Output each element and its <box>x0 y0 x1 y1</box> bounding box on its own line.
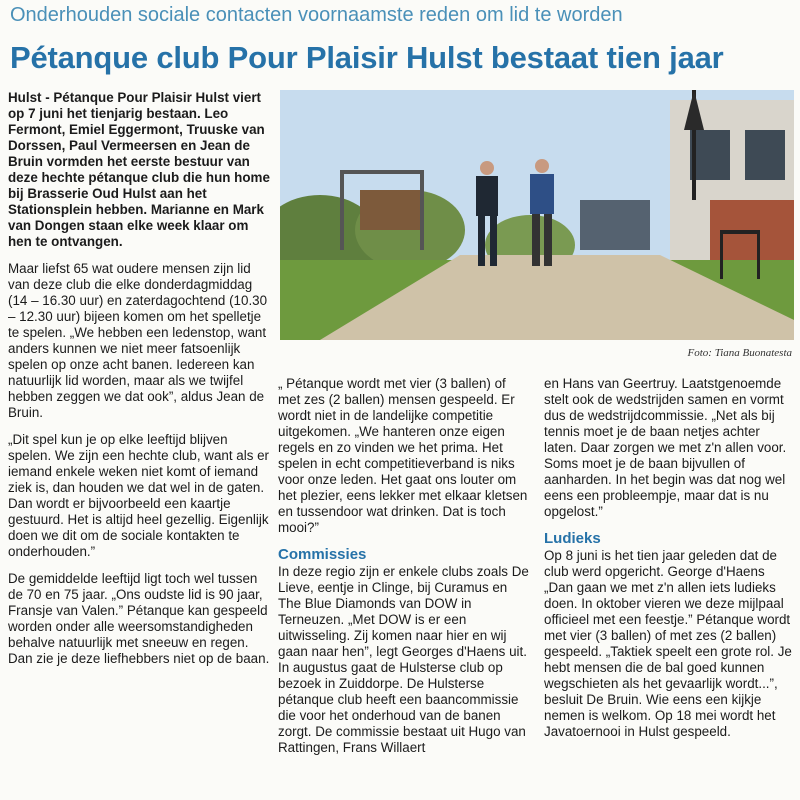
lead-paragraph: Hulst - Pétanque Pour Plaisir Hulst viert op 7 juni het tienjarig bestaan. Leo Fermont, Emiel Eggermont, Truuske van Dorssen, Paul Vermeersen en Jean de Bruin vormden het eerste bestuur van deze hechte pétanque club die hun home bij Brasserie Oud Hulst aan het Stationsplein hebben. Marianne en Mark van Dongen staan elke week klaar om hen te ontvangen. <box>8 90 270 249</box>
article-photo <box>280 90 794 340</box>
paragraph: „ Pétanque wordt met vier (3 ballen) of met zes (2 ballen) mensen gespeeld. Er wordt niet in de landelijke competitie uitgekomen. „We hanteren onze eigen regels en zo vinden we het prima. Het spelen in echt competitieverband is niks voor onze leden. Het gaat ons louter om het plezier, eens lekker met elkaar kletsen en tussendoor wat drinken. Dat is toch mooi?” <box>278 376 528 535</box>
paragraph: en Hans van Geertruy. Laatstgenoemde stelt ook de wedstrijden samen en vormt dus de wedstrijdcommissie. „Net als bij tennis moet je de baan netjes achter laten. Daar zorgen we met z'n allen voor. Soms moet je de baan bijvullen of aanharden. In het begin was dat nog wel eens een probleempje, maar dat is nu opgelost.” <box>544 376 787 519</box>
paragraph: „Dit spel kun je op elke leeftijd blijven spelen. We zijn een hechte club, want als er iemand enkele weken niet komt of iemand ziek is, dan houden we dat wel in de gaten. Dan wordt er bijvoorbeeld een kaartje gestuurd. Het is altijd heel gezellig. Eigenlijk doen we dit om de sociale kontakten te onderhouden.” <box>8 432 270 559</box>
kicker: Onderhouden sociale contacten voornaamste reden om lid te worden <box>10 4 623 26</box>
paragraph: Maar liefst 65 wat oudere mensen zijn lid van deze club die elke donderdagmiddag (14 – 16.30 uur) en zaterdagochtend (10.30 – 12.30 uur) bijeen komen om het spelletje te spelen. „We hebben een ledenstop, want anders kunnen we niet meer fatsoenlijk spelen op onze acht banen. Iedereen kan natuurlijk lid worden, maar als we twijfel hebben zeggen we dat ook”, aldus Jean de Bruin. <box>8 261 268 420</box>
article-column-3 <box>544 376 796 751</box>
photo-petanque-court-icon <box>280 90 794 340</box>
paragraph: Op 8 juni is het tien jaar geleden dat de club werd opgericht. George d'Haens „Dan gaan we met z'n allen iets ludieks doen. In oktober vieren we deze mijlpaal officieel met een feestje.” Pétanque wordt met vier (3 ballen) of met zes (2 ballen) gespeeld. „Taktiek speelt een grote rol. Je hebt mensen die de bal goed kunnen wegschieten als het gevaarlijk wordt...”, besluit De Bruin. Wie eens een kijkje nemen is welkom. Op 18 mei wordt het Javatoernooi in Hulst gespeeld. <box>544 548 792 739</box>
paragraph: De gemiddelde leeftijd ligt toch wel tussen de 70 en 75 jaar. „Ons oudste lid is 90 jaar, Fransje van Valen.” Pétanque kan gespeeld worden onder alle weersomstandigheden behalve natuurlijk met sneeuw en regen. Dan zie je deze liefhebbers niet op de baan. <box>8 571 270 666</box>
paragraph: In deze regio zijn er enkele clubs zoals De Lieve, eentje in Clinge, bij Curamus en The Blue Diamonds van DOW in Terneuzen. „Met DOW is er een uitwisseling. Zij komen naar hier en wij gaan naar hen”, legt Georges d'Haens uit. In augustus gaat de Hulsterse club op bezoek in Zuiddorpe. De Hulsterse pétanque club heeft een baancommissie die voor het onderhoud van de banen zorgt. De commissie bestaat uit Hugo van Rattingen, Frans Willaert <box>278 564 529 755</box>
article-column-1 <box>8 90 270 678</box>
article-column-2 <box>278 376 530 767</box>
headline: Pétanque club Pour Plaisir Hulst bestaat tien jaar <box>10 40 724 75</box>
section-heading: Commissies <box>278 546 367 563</box>
photo-credit: Foto: Tiana Buonatesta <box>687 347 792 359</box>
section-heading: Ludieks <box>544 530 601 547</box>
